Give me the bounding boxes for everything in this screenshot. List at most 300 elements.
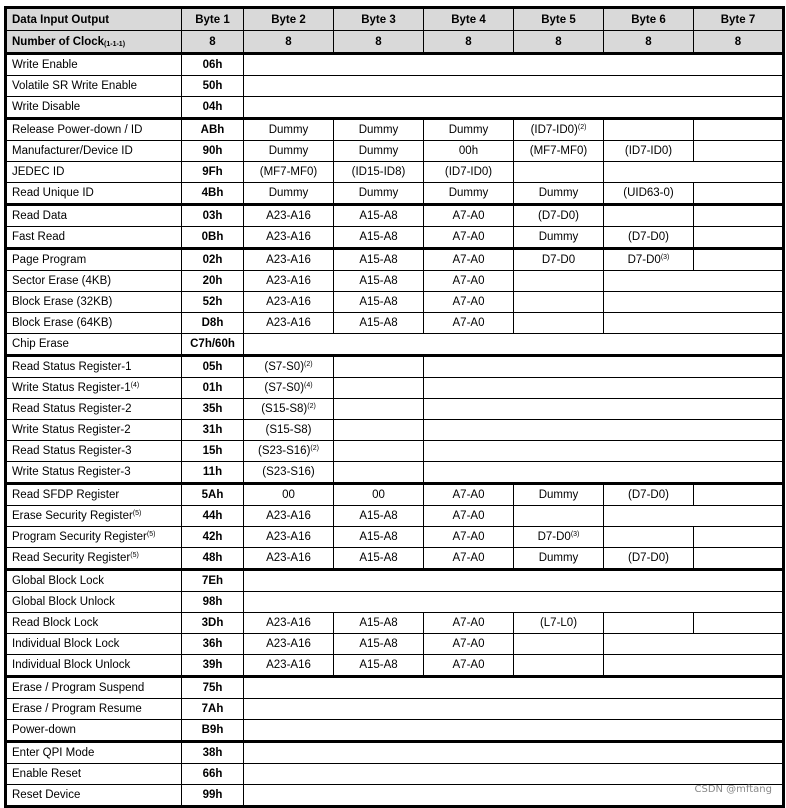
byte-3-cell <box>334 548 424 570</box>
command-name-text: Read SFDP Register <box>12 489 120 501</box>
byte-3-cell <box>334 378 424 399</box>
command-name <box>6 249 182 271</box>
byte-3-cell <box>334 399 424 420</box>
table-row <box>6 506 784 527</box>
byte-5-cell <box>514 634 604 655</box>
table-row <box>6 613 784 634</box>
byte-4-cell <box>424 613 514 634</box>
command-name-text: Erase / Program Suspend <box>12 682 145 694</box>
clock-byte-1: 8 <box>182 31 244 54</box>
command-name <box>6 183 182 205</box>
byte-2-cell <box>244 655 334 677</box>
cell-text: A23-A16 <box>266 617 311 629</box>
clock-byte-2: 8 <box>244 31 334 54</box>
command-name-text: Enable Reset <box>12 768 82 780</box>
opcode-cell <box>182 441 244 462</box>
opcode-cell <box>182 420 244 441</box>
cell-text: A7-A0 <box>452 531 485 543</box>
cell-text: Dummy <box>538 231 579 243</box>
cell-text: A23-A16 <box>266 317 311 329</box>
byte-7-cell <box>694 183 784 205</box>
byte-6-cell <box>604 484 694 506</box>
cell-text: A23-A16 <box>266 638 311 650</box>
empty-merged-cell <box>244 76 784 97</box>
opcode-cell <box>182 720 244 742</box>
command-name-text: Fast Read <box>12 231 66 243</box>
command-name-text: Read Status Register-3 <box>12 445 132 457</box>
command-name-text: JEDEC ID <box>12 166 65 178</box>
command-name <box>6 634 182 655</box>
cell-text: A7-A0 <box>452 210 485 222</box>
byte-7-cell <box>694 141 784 162</box>
cell-text: A15-A8 <box>359 275 398 287</box>
header-byte-2: Byte 2 <box>244 8 334 31</box>
clock-label-text: Number of Clock <box>12 35 105 48</box>
empty-merged-cell <box>694 205 784 227</box>
byte-4-cell <box>424 527 514 548</box>
cell-text: A15-A8 <box>359 531 398 543</box>
cell-text: (S23-S16) <box>258 445 311 457</box>
byte-5-cell <box>514 527 604 548</box>
opcode-cell <box>182 785 244 807</box>
footnote-ref: (5) <box>130 552 139 559</box>
byte-4-cell <box>424 162 514 183</box>
footnote-ref: (4) <box>130 382 140 389</box>
opcode-cell <box>182 313 244 334</box>
cell-text: (ID7-ID0) <box>444 166 493 178</box>
byte-7-cell <box>694 484 784 506</box>
command-name-text: Read Block Lock <box>12 617 99 629</box>
empty-merged-cell <box>604 313 784 334</box>
command-name-text: Read Status Register-2 <box>12 403 132 415</box>
command-name-text: Power-down <box>12 724 76 736</box>
byte-3-cell <box>334 119 424 141</box>
byte-3-cell <box>334 527 424 548</box>
empty-merged-cell <box>244 677 784 699</box>
cell-text: Dummy <box>268 124 309 136</box>
byte-5-cell <box>514 313 604 334</box>
command-name-text: Write Status Register-1 <box>12 382 131 394</box>
byte-5-cell <box>514 227 604 249</box>
footnote-ref: (5) <box>146 531 156 538</box>
cell-text: A23-A16 <box>266 254 311 266</box>
command-name <box>6 742 182 764</box>
opcode-cell <box>182 764 244 785</box>
empty-merged-cell <box>694 527 784 548</box>
cell-text: (ID7-ID0) <box>624 145 673 157</box>
command-name <box>6 271 182 292</box>
command-name-text: Erase / Program Resume <box>12 703 142 715</box>
command-name <box>6 420 182 441</box>
byte-3-cell <box>334 141 424 162</box>
table-row <box>6 76 784 97</box>
clock-count-label <box>6 31 182 54</box>
cell-text: A23-A16 <box>266 275 311 287</box>
header-data-io: Data Input Output <box>6 8 182 31</box>
cell-text: A23-A16 <box>266 210 311 222</box>
command-name <box>6 399 182 420</box>
cell-text: 3Dh <box>201 617 224 629</box>
command-name <box>6 764 182 785</box>
header-byte-5: Byte 5 <box>514 8 604 31</box>
cell-text: 38h <box>202 747 223 759</box>
command-name-text: Page Program <box>12 254 87 266</box>
byte-2-cell <box>244 634 334 655</box>
table-row <box>6 334 784 356</box>
table-row <box>6 183 784 205</box>
cell-text: A7-A0 <box>452 552 485 564</box>
byte-3-cell <box>334 313 424 334</box>
opcode-cell <box>182 292 244 313</box>
cell-text: 20h <box>202 275 223 287</box>
cell-text: (ID15-ID8) <box>351 166 406 178</box>
cell-text: 02h <box>202 254 223 266</box>
byte-4-cell <box>424 655 514 677</box>
table-row <box>6 162 784 183</box>
byte-5-cell <box>514 655 604 677</box>
cell-text: A15-A8 <box>359 659 398 671</box>
opcode-cell <box>182 183 244 205</box>
empty-merged-cell <box>244 97 784 119</box>
opcode-cell <box>182 462 244 484</box>
empty-merged-cell <box>604 292 784 313</box>
cell-text: 9Fh <box>202 166 223 178</box>
byte-6-cell <box>604 249 694 271</box>
table-row <box>6 97 784 119</box>
byte-2-cell <box>244 548 334 570</box>
command-name <box>6 292 182 313</box>
byte-5-cell <box>514 162 604 183</box>
byte-2-cell <box>244 313 334 334</box>
table-row <box>6 785 784 807</box>
table-row <box>6 399 784 420</box>
cell-text: 00 <box>282 489 295 501</box>
byte-4-cell <box>424 506 514 527</box>
command-name <box>6 356 182 378</box>
table-row <box>6 141 784 162</box>
byte-5-cell <box>514 292 604 313</box>
byte-4-cell <box>424 292 514 313</box>
command-name-text: Write Enable <box>12 59 78 71</box>
table-row <box>6 592 784 613</box>
cell-text: 04h <box>202 101 223 113</box>
byte-2-cell <box>244 162 334 183</box>
cell-text: A7-A0 <box>452 296 485 308</box>
table-row <box>6 292 784 313</box>
cell-text: (D7-D0) <box>538 210 579 222</box>
table-row <box>6 548 784 570</box>
cell-text: (S15-S8) <box>265 424 312 436</box>
byte-6-cell <box>604 119 694 141</box>
byte-4-cell <box>424 548 514 570</box>
cell-text: A23-A16 <box>266 531 311 543</box>
cell-text: Dummy <box>268 145 309 157</box>
cell-text: 4Bh <box>201 187 224 199</box>
cell-text: A15-A8 <box>359 296 398 308</box>
opcode-cell <box>182 699 244 720</box>
cell-text: A15-A8 <box>359 552 398 564</box>
cell-text: (D7-D0) <box>628 489 669 501</box>
command-name-text: Block Erase (32KB) <box>12 296 113 308</box>
empty-merged-cell <box>604 634 784 655</box>
byte-5-cell <box>514 613 604 634</box>
cell-text: A23-A16 <box>266 659 311 671</box>
footnote-ref: (3) <box>570 531 580 538</box>
opcode-cell <box>182 334 244 356</box>
command-name <box>6 141 182 162</box>
command-name-text: Read Data <box>12 210 67 222</box>
byte-5-cell <box>514 119 604 141</box>
cell-text: 5Ah <box>201 489 224 501</box>
command-name-text: Program Security Register <box>12 531 147 543</box>
cell-text: A15-A8 <box>359 231 398 243</box>
footnote-ref: (3) <box>660 254 670 261</box>
empty-merged-cell <box>694 613 784 634</box>
cell-text: Dummy <box>538 489 579 501</box>
cell-text: A15-A8 <box>359 617 398 629</box>
command-name <box>6 613 182 634</box>
byte-3-cell <box>334 183 424 205</box>
table-row <box>6 462 784 484</box>
command-name-text: Write Disable <box>12 101 81 113</box>
byte-5-cell <box>514 548 604 570</box>
empty-merged-cell <box>244 699 784 720</box>
byte-4-cell <box>424 271 514 292</box>
command-name <box>6 313 182 334</box>
cell-text: Dummy <box>448 124 489 136</box>
opcode-cell <box>182 570 244 592</box>
table-row <box>6 441 784 462</box>
empty-merged-cell <box>604 271 784 292</box>
command-name <box>6 119 182 141</box>
command-name <box>6 677 182 699</box>
cell-text: A15-A8 <box>359 210 398 222</box>
header-row <box>6 8 784 31</box>
byte-2-cell <box>244 462 334 484</box>
byte-2-cell <box>244 292 334 313</box>
header-byte-1: Byte 1 <box>182 8 244 31</box>
command-name <box>6 720 182 742</box>
byte-2-cell <box>244 420 334 441</box>
cell-text: Dummy <box>538 552 579 564</box>
byte-5-cell <box>514 484 604 506</box>
opcode-cell <box>182 356 244 378</box>
cell-text: 03h <box>202 210 223 222</box>
command-name <box>6 441 182 462</box>
byte-2-cell <box>244 613 334 634</box>
cell-text: A7-A0 <box>452 510 485 522</box>
command-name-text: Reset Device <box>12 789 81 801</box>
header-byte-6: Byte 6 <box>604 8 694 31</box>
empty-merged-cell <box>244 720 784 742</box>
cell-text: A15-A8 <box>359 317 398 329</box>
byte-7-cell <box>694 249 784 271</box>
cell-text: 01h <box>202 382 223 394</box>
table-row <box>6 677 784 699</box>
byte-2-cell <box>244 119 334 141</box>
byte-3-cell <box>334 484 424 506</box>
command-name <box>6 378 182 399</box>
byte-3-cell <box>334 205 424 227</box>
empty-merged-cell <box>604 506 784 527</box>
table-row <box>6 699 784 720</box>
header-byte-7: Byte 7 <box>694 8 784 31</box>
header-byte-3: Byte 3 <box>334 8 424 31</box>
cell-text: 15h <box>202 445 223 457</box>
byte-2-cell <box>244 527 334 548</box>
cell-text: 52h <box>202 296 223 308</box>
cell-text: B9h <box>201 724 224 736</box>
byte-2-cell <box>244 399 334 420</box>
command-name-text: Write Status Register-3 <box>12 466 131 478</box>
table-row <box>6 227 784 249</box>
command-table-container <box>4 6 780 808</box>
cell-text: 7Ah <box>201 703 224 715</box>
command-name-text: Individual Block Lock <box>12 638 120 650</box>
byte-6-cell <box>604 183 694 205</box>
empty-merged-cell <box>694 119 784 141</box>
cell-text: Dummy <box>448 187 489 199</box>
byte-2-cell <box>244 441 334 462</box>
cell-text: 66h <box>202 768 223 780</box>
table-row <box>6 205 784 227</box>
clock-byte-6: 8 <box>604 31 694 54</box>
byte-6-cell <box>604 141 694 162</box>
opcode-cell <box>182 677 244 699</box>
cell-text: 44h <box>202 510 223 522</box>
empty-merged-cell <box>424 420 784 441</box>
table-row <box>6 119 784 141</box>
table-row <box>6 720 784 742</box>
command-name-text: Write Status Register-2 <box>12 424 131 436</box>
cell-text: 0Bh <box>201 231 224 243</box>
opcode-cell <box>182 613 244 634</box>
byte-5-cell <box>514 205 604 227</box>
cell-text: (S7-S0) <box>264 361 305 373</box>
command-name-text: Read Security Register <box>12 552 131 564</box>
byte-2-cell <box>244 227 334 249</box>
cell-text: A15-A8 <box>359 254 398 266</box>
cell-text: 99h <box>202 789 223 801</box>
command-name-text: Manufacturer/Device ID <box>12 145 133 157</box>
clock-label-subscript: (1-1-1) <box>104 40 126 48</box>
cell-text: (S23-S16) <box>262 466 315 478</box>
byte-4-cell <box>424 313 514 334</box>
byte-2-cell <box>244 271 334 292</box>
opcode-cell <box>182 249 244 271</box>
clock-count-row <box>6 31 784 54</box>
cell-text: D7-D0 <box>541 254 576 266</box>
table-row <box>6 764 784 785</box>
clock-byte-7: 8 <box>694 31 784 54</box>
footnote-ref: (2) <box>577 124 587 131</box>
table-row <box>6 655 784 677</box>
cell-text: Dummy <box>538 187 579 199</box>
command-name-text: Block Erase (64KB) <box>12 317 113 329</box>
table-row <box>6 271 784 292</box>
byte-2-cell <box>244 183 334 205</box>
cell-text: D7-D0 <box>537 531 571 543</box>
command-name-text: Read Status Register-1 <box>12 361 132 373</box>
byte-2-cell <box>244 484 334 506</box>
command-name <box>6 484 182 506</box>
command-name <box>6 205 182 227</box>
cell-text: 00 <box>372 489 385 501</box>
byte-7-cell <box>694 548 784 570</box>
byte-3-cell <box>334 249 424 271</box>
byte-2-cell <box>244 249 334 271</box>
opcode-cell <box>182 162 244 183</box>
command-name-text: Global Block Lock <box>12 575 105 587</box>
byte-3-cell <box>334 162 424 183</box>
command-name <box>6 527 182 548</box>
empty-merged-cell <box>244 334 784 356</box>
command-name-text: Release Power-down / ID <box>12 124 143 136</box>
empty-merged-cell <box>244 764 784 785</box>
cell-text: (MF7-MF0) <box>529 145 588 157</box>
cell-text: 90h <box>202 145 223 157</box>
instruction-set-table <box>4 6 785 808</box>
byte-3-cell <box>334 613 424 634</box>
byte-4-cell <box>424 183 514 205</box>
byte-2-cell <box>244 378 334 399</box>
cell-text: 50h <box>202 80 223 92</box>
cell-text: 75h <box>202 682 223 694</box>
cell-text: A7-A0 <box>452 231 485 243</box>
command-name <box>6 227 182 249</box>
cell-text: 7Eh <box>201 575 224 587</box>
byte-3-cell <box>334 462 424 484</box>
byte-4-cell <box>424 249 514 271</box>
byte-3-cell <box>334 227 424 249</box>
byte-5-cell <box>514 271 604 292</box>
watermark: CSDN @mftang <box>694 784 772 795</box>
command-name <box>6 785 182 807</box>
empty-merged-cell <box>244 592 784 613</box>
table-row <box>6 634 784 655</box>
command-name <box>6 162 182 183</box>
cell-text: A7-A0 <box>452 659 485 671</box>
command-name-text: Enter QPI Mode <box>12 747 95 759</box>
byte-3-cell <box>334 420 424 441</box>
opcode-cell <box>182 548 244 570</box>
cell-text: D8h <box>201 317 224 329</box>
opcode-cell <box>182 54 244 76</box>
cell-text: A7-A0 <box>452 617 485 629</box>
opcode-cell <box>182 205 244 227</box>
cell-text: A7-A0 <box>452 489 485 501</box>
command-name-text: Individual Block Unlock <box>12 659 131 671</box>
cell-text: (MF7-MF0) <box>259 166 318 178</box>
byte-7-cell <box>694 227 784 249</box>
empty-merged-cell <box>604 655 784 677</box>
table-row <box>6 570 784 592</box>
table-row <box>6 54 784 76</box>
cell-text: 39h <box>202 659 223 671</box>
opcode-cell <box>182 227 244 249</box>
byte-2-cell <box>244 356 334 378</box>
header-byte-4: Byte 4 <box>424 8 514 31</box>
cell-text: (ID7-ID0) <box>530 124 578 136</box>
cell-text: Dummy <box>358 187 399 199</box>
cell-text: 00h <box>458 145 479 157</box>
opcode-cell <box>182 527 244 548</box>
cell-text: A23-A16 <box>266 296 311 308</box>
byte-6-cell <box>604 613 694 634</box>
cell-text: (S15-S8) <box>261 403 308 415</box>
empty-merged-cell <box>424 462 784 484</box>
cell-text: (L7-L0) <box>539 617 578 629</box>
